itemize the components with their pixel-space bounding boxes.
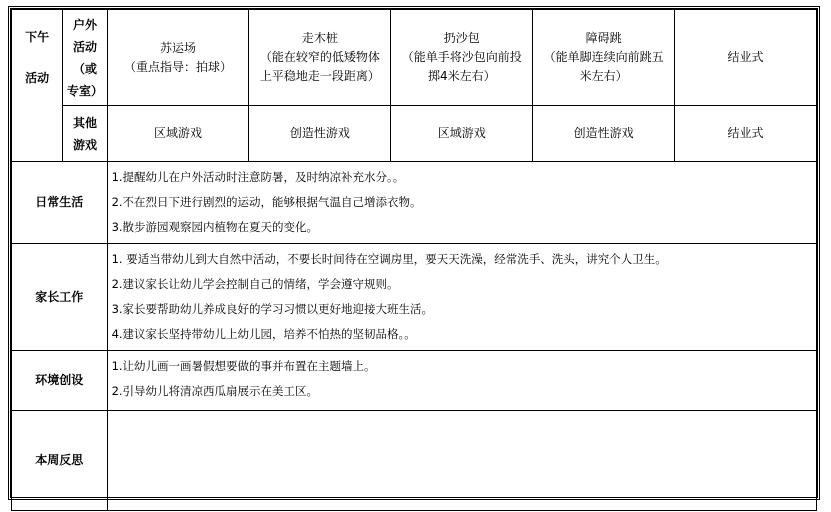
list-item: 1.提醒幼儿在户外活动时注意防暑，及时纳凉补充水分。。 — [111, 170, 405, 184]
environment-row — [12, 351, 817, 411]
parent-work-label: 家长工作 — [12, 244, 108, 351]
afternoon-activity-label: 下午 活动 — [12, 10, 63, 162]
other-cell-4: 创造性游戏 — [533, 106, 675, 162]
parent-work-row — [12, 244, 817, 351]
weekly-plan-sheet — [8, 6, 820, 500]
reflection-content[interactable] — [107, 411, 816, 511]
parent-work-list — [107, 244, 816, 351]
reflection-label: 本周反思 — [12, 411, 108, 511]
list-item: 2.建议家长让幼儿学会控制自己的情绪，学会遵守规则。 — [111, 277, 399, 291]
list-item: 3.家长要帮助幼儿养成良好的学习习惯以更好地迎接大班生活。 — [111, 302, 434, 316]
daily-life-list — [107, 162, 816, 244]
other-cell-2: 创造性游戏 — [249, 106, 391, 162]
other-games-row — [12, 106, 817, 162]
outdoor-cell-1: 苏运场 （重点指导：拍球） — [107, 10, 249, 106]
list-item: 1. 要适当带幼儿到大自然中活动，不要长时间待在空调房里，要天天洗澡，经常洗手、洗头，讲究个人卫生。 — [111, 252, 667, 266]
outdoor-label: 户外 活动 （或 专室） — [63, 10, 107, 106]
other-cell-1: 区域游戏 — [107, 106, 249, 162]
reflection-row — [12, 411, 817, 511]
outdoor-cell-2: 走木桩 （能在较窄的低矮物体 上平稳地走一段距离） — [249, 10, 391, 106]
daily-life-label: 日常生活 — [12, 162, 108, 244]
outdoor-activity-row — [12, 10, 817, 106]
list-item: 3.散步游园观察园内植物在夏天的变化。 — [111, 220, 319, 234]
environment-label: 环境创设 — [12, 351, 108, 411]
list-item: 2.不在烈日下进行剧烈的运动，能够根据气温自己增添衣物。 — [111, 195, 422, 209]
other-games-label: 其他 游戏 — [63, 106, 107, 162]
environment-list — [107, 351, 816, 411]
list-item: 4.建议家长坚持带幼儿上幼儿园，培养不怕热的坚韧品格。。 — [111, 327, 416, 341]
list-item: 1.让幼儿画一画暑假想要做的事并布置在主题墙上。 — [111, 359, 376, 373]
daily-life-row — [12, 162, 817, 244]
other-cell-5: 结业式 — [675, 106, 817, 162]
weekly-plan-table — [11, 9, 817, 511]
outdoor-cell-5: 结业式 — [675, 10, 817, 106]
other-cell-3: 区域游戏 — [391, 106, 533, 162]
outdoor-cell-4: 障碍跳 （能单脚连续向前跳五 米左右） — [533, 10, 675, 106]
outdoor-cell-3: 扔沙包 （能单手将沙包向前投 掷4米左右） — [391, 10, 533, 106]
list-item: 2.引导幼儿将清凉西瓜扇展示在美工区。 — [111, 384, 319, 398]
